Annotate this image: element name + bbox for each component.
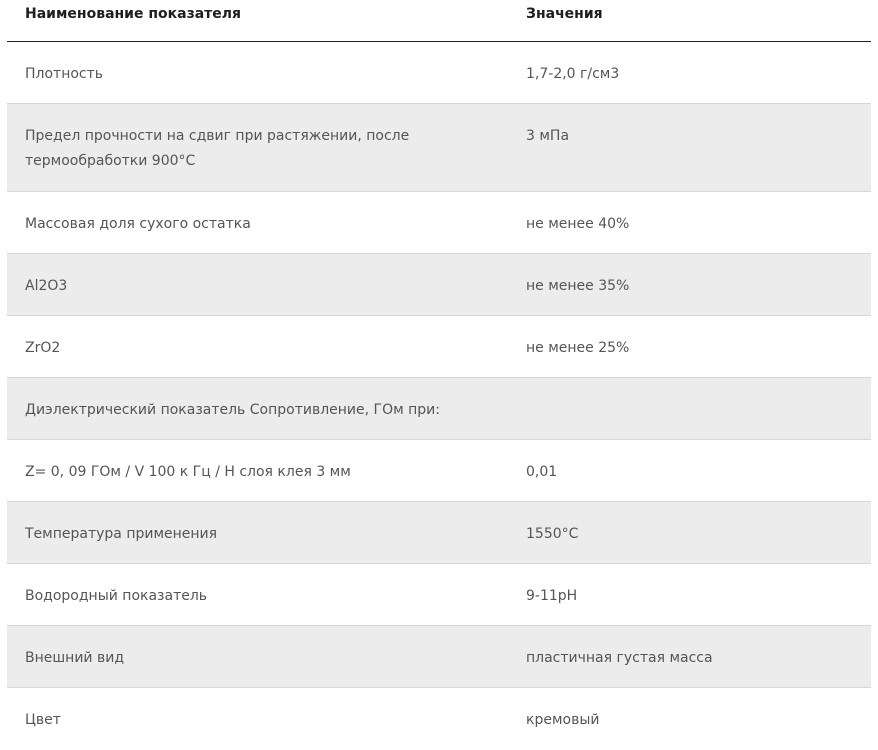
table-header (7, 0, 871, 42)
row-name: Массовая доля сухого остатка (25, 216, 251, 232)
header-name: Наименование показателя (25, 6, 242, 22)
row-name: Al2O3 (25, 278, 68, 294)
table-row (7, 378, 871, 440)
row-name: Водородный показатель (25, 588, 208, 604)
table-row (7, 254, 871, 316)
table-row (7, 192, 871, 254)
table-row (7, 316, 871, 378)
row-value: 1550°С (526, 526, 579, 542)
table-row (7, 502, 871, 564)
row-value: не менее 25% (526, 340, 630, 356)
row-value: пластичная густая масса (526, 650, 713, 666)
row-value: 1,7-2,0 г/см3 (526, 66, 620, 82)
header-value: Значения (526, 6, 603, 22)
row-name: Внешний вид (25, 650, 125, 666)
properties-table (7, 0, 871, 750)
row-name: Диэлектрический показатель Сопротивление, ГОм при: (25, 402, 440, 418)
row-name: ZrO2 (25, 340, 61, 356)
row-value: не менее 35% (526, 278, 630, 294)
table-row (7, 564, 871, 626)
table-row (7, 688, 871, 750)
table-row (7, 626, 871, 688)
table-row (7, 104, 871, 192)
row-value: кремовый (526, 712, 600, 728)
row-value: 3 мПа (526, 128, 570, 144)
row-name: Предел прочности на сдвиг при растяжении, после термообработки 900°С (25, 128, 410, 169)
table-row (7, 440, 871, 502)
row-name: Плотность (25, 66, 104, 82)
row-name: Температура применения (25, 526, 218, 542)
row-value: не менее 40% (526, 216, 630, 232)
row-name: Цвет (25, 712, 61, 728)
row-name: Z= 0, 09 ГОм / V 100 к Гц / Н слоя клея 3 мм (25, 464, 351, 480)
table-row (7, 42, 871, 104)
row-value: 9-11pH (526, 588, 578, 604)
row-value: 0,01 (526, 464, 558, 480)
